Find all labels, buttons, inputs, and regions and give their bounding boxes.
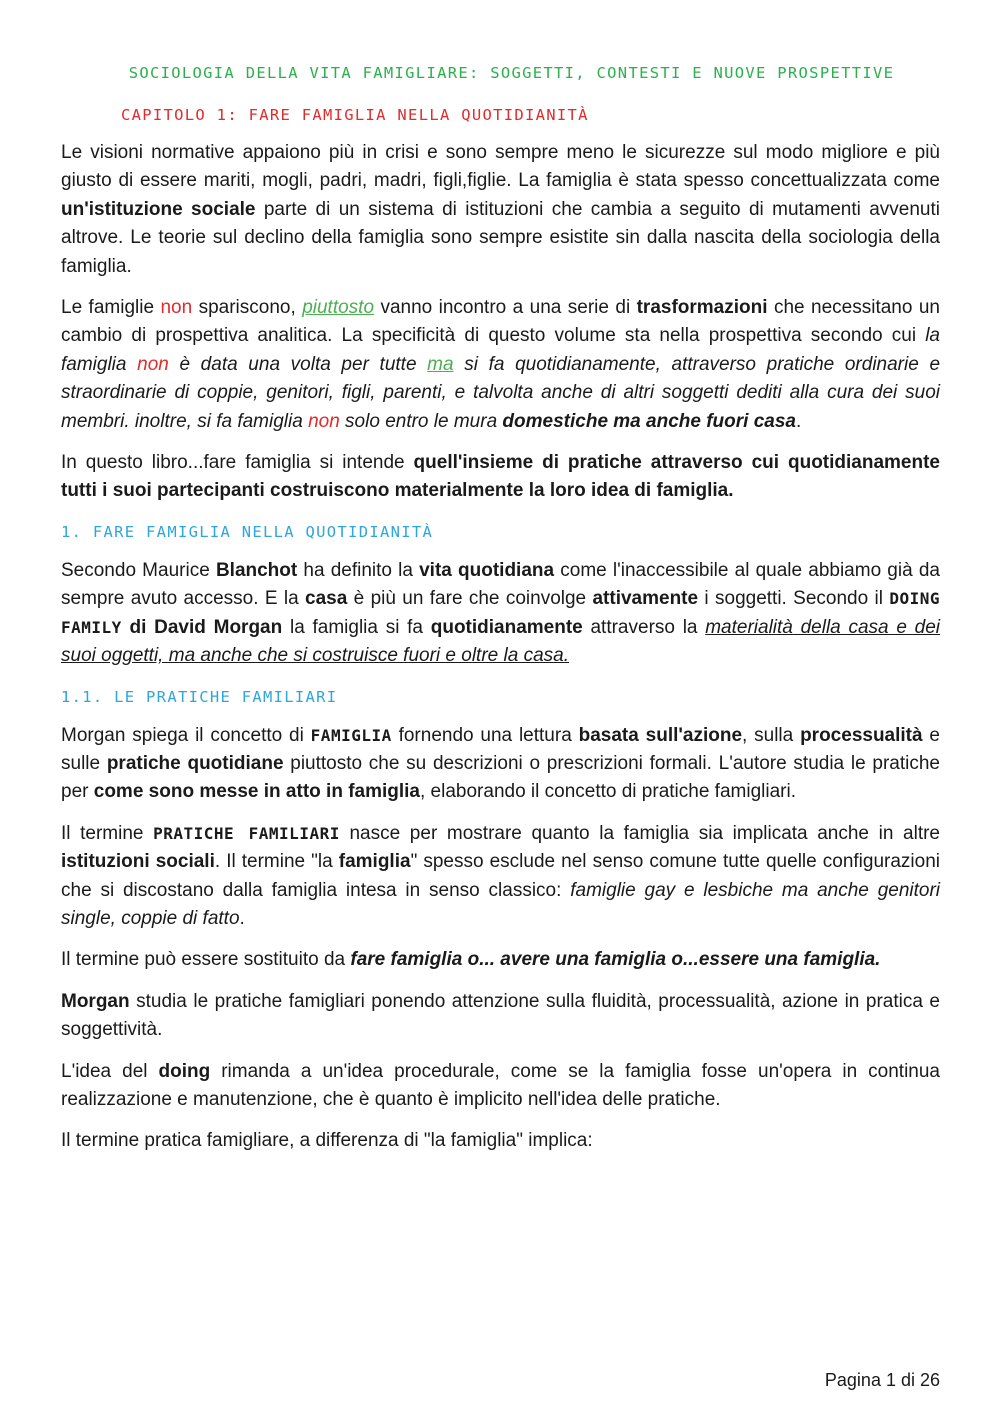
italic-span: la famiglia <box>61 325 940 375</box>
paragraph-3 <box>61 449 940 506</box>
text-span: Le visioni normative appaiono più in crisi e sono sempre meno le sicurezze sul modo migliore e più giusto di essere mariti, mogli, padri, madri, figli,figlie. La famiglia è stata spesso concettualizzata come <box>61 142 940 192</box>
text-span: studia le pratiche famigliari ponendo attenzione sulla fluidità, processualità, azione in pratica e soggettività. <box>61 990 940 1041</box>
text-span: In questo libro...fare famiglia si intende <box>61 452 414 474</box>
text-span: i soggetti. Secondo il <box>698 588 890 610</box>
highlight-red: non <box>160 297 193 319</box>
bold-term: processualità <box>800 724 923 746</box>
paragraph-9 <box>61 1058 940 1115</box>
text-span: Secondo Maurice <box>61 559 216 581</box>
text-span: ha definito la <box>297 559 420 581</box>
paragraph-2 <box>61 294 940 436</box>
text-span: nasce per mostrare quanto la famiglia sia implicata anche in altre <box>339 822 941 844</box>
bold-term: un'istituzione sociale <box>61 198 256 220</box>
text-span: spariscono, <box>192 297 303 319</box>
italic-span: è data una volta per tutte <box>168 353 428 375</box>
text-span: . Il termine "la <box>214 851 339 873</box>
bold-definition: quell'insieme di pratiche attraverso cui quotidianamente tutti i suoi partecipanti costruiscono materialmente la loro idea di famiglia. <box>61 452 940 502</box>
text-span: piuttosto che su descrizioni o prescrizioni formali. L'autore studia le pratiche per <box>61 752 940 803</box>
text-span: Morgan spiega il concetto di <box>61 724 311 746</box>
paragraph-1 <box>61 139 940 281</box>
bold-term: trasformazioni <box>636 297 768 319</box>
text-span: come l'inaccessibile al quale abbiamo già da sempre avuto accesso. E la <box>61 559 940 610</box>
bold-term: Morgan <box>61 990 130 1012</box>
text-span: Il termine <box>61 822 154 844</box>
text-span: attraverso la <box>582 616 706 638</box>
chapter-title: CAPITOLO 1: FARE FAMIGLIA NELLA QUOTIDIANITÀ <box>121 106 589 124</box>
text-span: fornendo una lettura <box>391 724 579 746</box>
bold-italic-span: fare famiglia o... avere una famiglia o...essere una famiglia. <box>350 949 881 971</box>
bold-term: pratiche quotidiane <box>106 752 284 774</box>
paragraph-6 <box>61 820 940 934</box>
italic-span: famiglie gay e lesbiche ma anche genitori single, coppie di fatto <box>61 879 941 929</box>
bold-term: attivamente <box>592 588 699 610</box>
page-number: Pagina 1 di 26 <box>824 1370 940 1390</box>
text-span: , sulla <box>742 724 801 746</box>
text-span: Il termine può essere sostituito da <box>61 949 351 971</box>
bold-term: doing <box>158 1060 211 1082</box>
bold-term: di David Morgan <box>121 616 283 638</box>
paragraph-7 <box>61 946 940 974</box>
document-title: SOCIOLOGIA DELLA VITA FAMIGLIARE: SOGGETTI, CONTESTI E NUOVE PROSPETTIVE <box>128 64 895 82</box>
keyword-pratiche-familiari: PRATICHE FAMILIARI <box>153 823 340 843</box>
text-span: vanno incontro a una serie di <box>374 297 637 319</box>
paragraph-4 <box>61 557 940 671</box>
text-span: rimanda a un'idea procedurale, come se la famiglia fosse un'opera in continua realizzazione e manutenzione, che è quanto è implicito nell'idea delle pratiche. <box>61 1060 941 1110</box>
bold-term: vita quotidiana <box>419 559 555 581</box>
highlight-green: piuttosto <box>302 297 375 319</box>
highlight-red: non <box>308 410 340 432</box>
highlight-red: non <box>137 353 169 375</box>
underlined-italic-span: materialità della casa e dei suoi oggetti, ma anche che si costruisce fuori e oltre la casa. <box>61 616 940 667</box>
text-span: L'idea del <box>61 1060 159 1082</box>
bold-term: istituzioni sociali <box>61 851 215 873</box>
keyword-famiglia: FAMIGLIA <box>310 725 392 745</box>
italic-span: si fa quotidianamente, attraverso pratiche ordinarie e straordinarie di coppie, genitori, figli, parenti, e talvolta anche di altri soggetti dediti alla cura dei suoi membri. inoltre, si fa famiglia <box>61 353 941 432</box>
paragraph-8 <box>61 988 940 1045</box>
text-span: Le famiglie <box>61 297 161 319</box>
text-span: è più un fare che coinvolge <box>347 588 593 610</box>
highlight-green: ma <box>427 353 454 375</box>
paragraph-10: Il termine pratica famigliare, a differenza di "la famiglia" implica: <box>61 1130 593 1152</box>
bold-term: basata sull'azione <box>578 724 743 746</box>
section-title-1: 1. FARE FAMIGLIA NELLA QUOTIDIANITÀ <box>61 522 434 541</box>
text-span: che necessitano un cambio di prospettiva analitica. La specificità di questo volume sta nella prospettiva secondo cui <box>61 297 940 347</box>
section-title-1-1: 1.1. LE PRATICHE FAMILIARI <box>61 687 338 706</box>
text-span: e sulle <box>61 724 940 774</box>
text-span: parte di un sistema di istituzioni che cambia a seguito di mutamenti avvenuti altrove. Le teorie sul declino della famiglia sono sempre esistite sin dalla nascita della sociologia della famiglia. <box>61 198 940 277</box>
text-span: la famiglia si fa <box>282 616 431 638</box>
bold-italic-span: domestiche ma anche fuori casa <box>502 410 796 432</box>
bold-term: casa <box>305 588 348 610</box>
bold-term: famiglia <box>338 851 411 873</box>
bold-term: Blanchot <box>215 559 298 581</box>
text-span: . <box>795 410 802 432</box>
text-span: . <box>239 907 245 929</box>
text-span: , elaborando il concetto di pratiche famigliari. <box>420 781 796 803</box>
paragraph-5 <box>61 722 940 807</box>
page-content <box>61 58 940 1156</box>
bold-term: come sono messe in atto in famiglia <box>93 781 420 803</box>
text-span: " spesso esclude nel senso comune tutte quelle configurazioni che si discostano dalla famiglia intesa in senso classico: <box>61 851 940 901</box>
bold-term: quotidianamente <box>430 616 583 638</box>
keyword-doing-family: DOING FAMILY <box>61 589 940 637</box>
italic-span: solo entro le mura <box>339 410 503 432</box>
